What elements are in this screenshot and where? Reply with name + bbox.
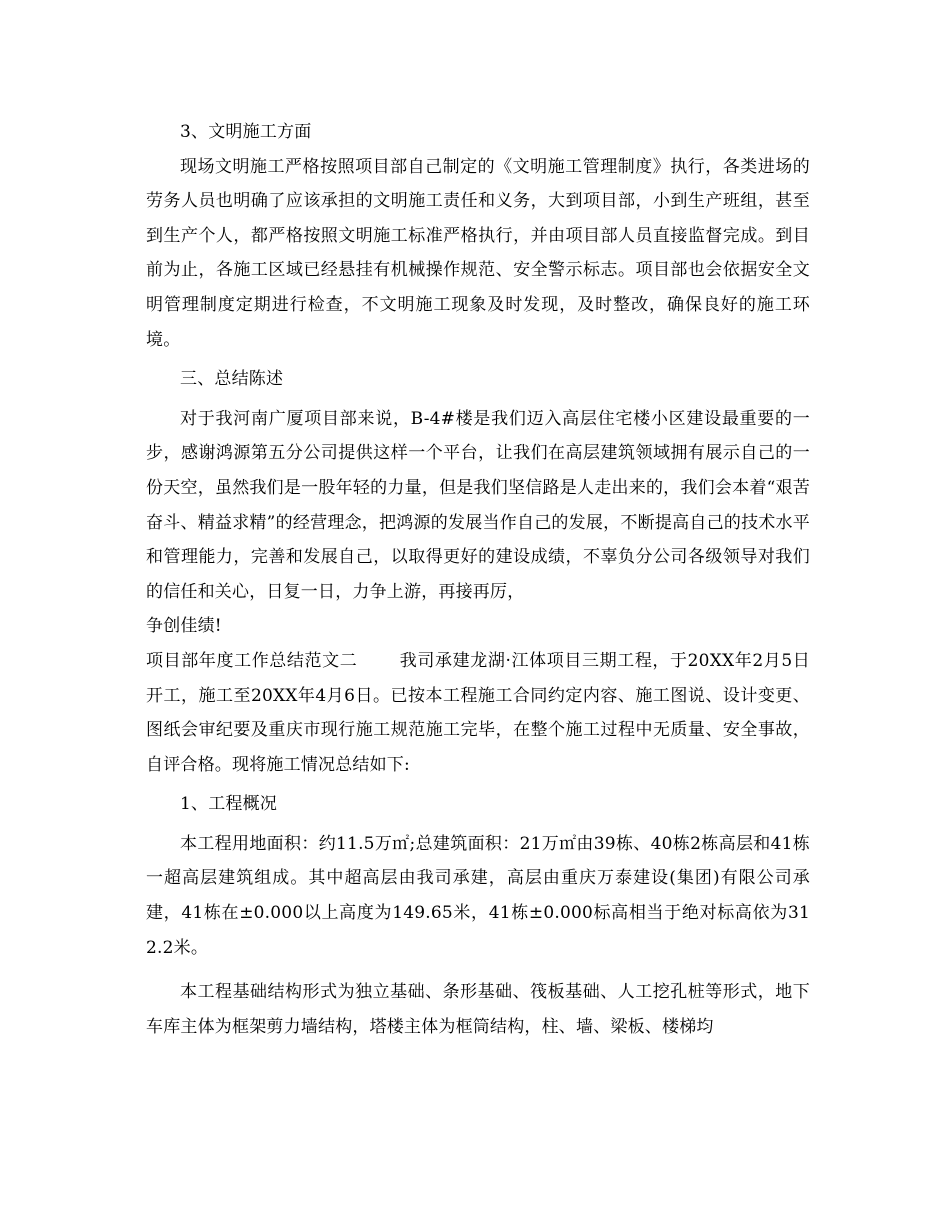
- paragraph-example-two: [146, 644, 810, 782]
- section-heading-civilized-construction: 3、文明施工方面: [180, 122, 312, 142]
- example-two-text: 我司承建龙湖·江体项目三期工程，于20XX年2月5日开工，施工至20XX年4月6日。已按本工程施工合同约定内容、施工图说、设计变更、图纸会审纪要及重庆市现行施工规范施工完毕，在整个施工过程中无质量、安全事故，自评合格。现将施工情况总结如下:: [146, 650, 811, 775]
- paragraph-project-overview-2: 本工程基础结构形式为独立基础、条形基础、筏板基础、人工挖孔桩等形式，地下车库主体为框架剪力墙结构，塔楼主体为框筒结构，柱、墙、梁板、楼梯均: [146, 982, 810, 1037]
- paragraph-summary-ending: 争创佳绩!: [146, 616, 222, 637]
- paragraph-project-overview-1: 本工程用地面积：约11.5万㎡;总建筑面积：21万㎡由39栋、40栋2栋高层和41栋一超高层建筑组成。其中超高层由我司承建，高层由重庆万泰建设(集团)有限公司承建，41栋在±0.000以上高度为149.65米，41栋±0.000标高相当于绝对标高依为312.2米。: [146, 833, 810, 958]
- section-heading-summary: 三、总结陈述: [180, 369, 284, 390]
- section-heading-project-overview: 1、工程概况: [180, 794, 278, 815]
- example-two-title: 项目部年度工作总结范文二: [146, 650, 358, 671]
- document-body: [146, 115, 810, 1044]
- paragraph-civilized-construction: 现场文明施工严格按照项目部自己制定的《文明施工管理制度》执行，各类进场的劳务人员也明确了应该承担的文明施工责任和义务，大到项目部，小到生产班组，甚至到生产个人，都严格按照文明施工标准严格执行，并由项目部人员直接监督完成。到目前为止，各施工区域已经悬挂有机械操作规范、安全警示标志。项目部也会依据安全文明管理制度定期进行检查，不文明施工现象及时发现，及时整改，确保良好的施工环境。: [146, 156, 810, 350]
- paragraph-summary: 对于我河南广厦项目部来说，B-4#楼是我们迈入高层住宅楼小区建设最重要的一步，感谢鸿源第五分公司提供这样一个平台，让我们在高层建筑领域拥有展示自己的一份天空，虽然我们是一股年轻的力量，但是我们坚信路是人走出来的，我们会本着“艰苦奋斗、精益求精”的经营理念，把鸿源的发展当作自己的发展，不断提高自己的技术水平和管理能力，完善和发展自己，以取得更好的建设成绩，不辜负分公司各级领导对我们的信任和关心，日复一日，力争上游，再接再厉，: [146, 408, 810, 602]
